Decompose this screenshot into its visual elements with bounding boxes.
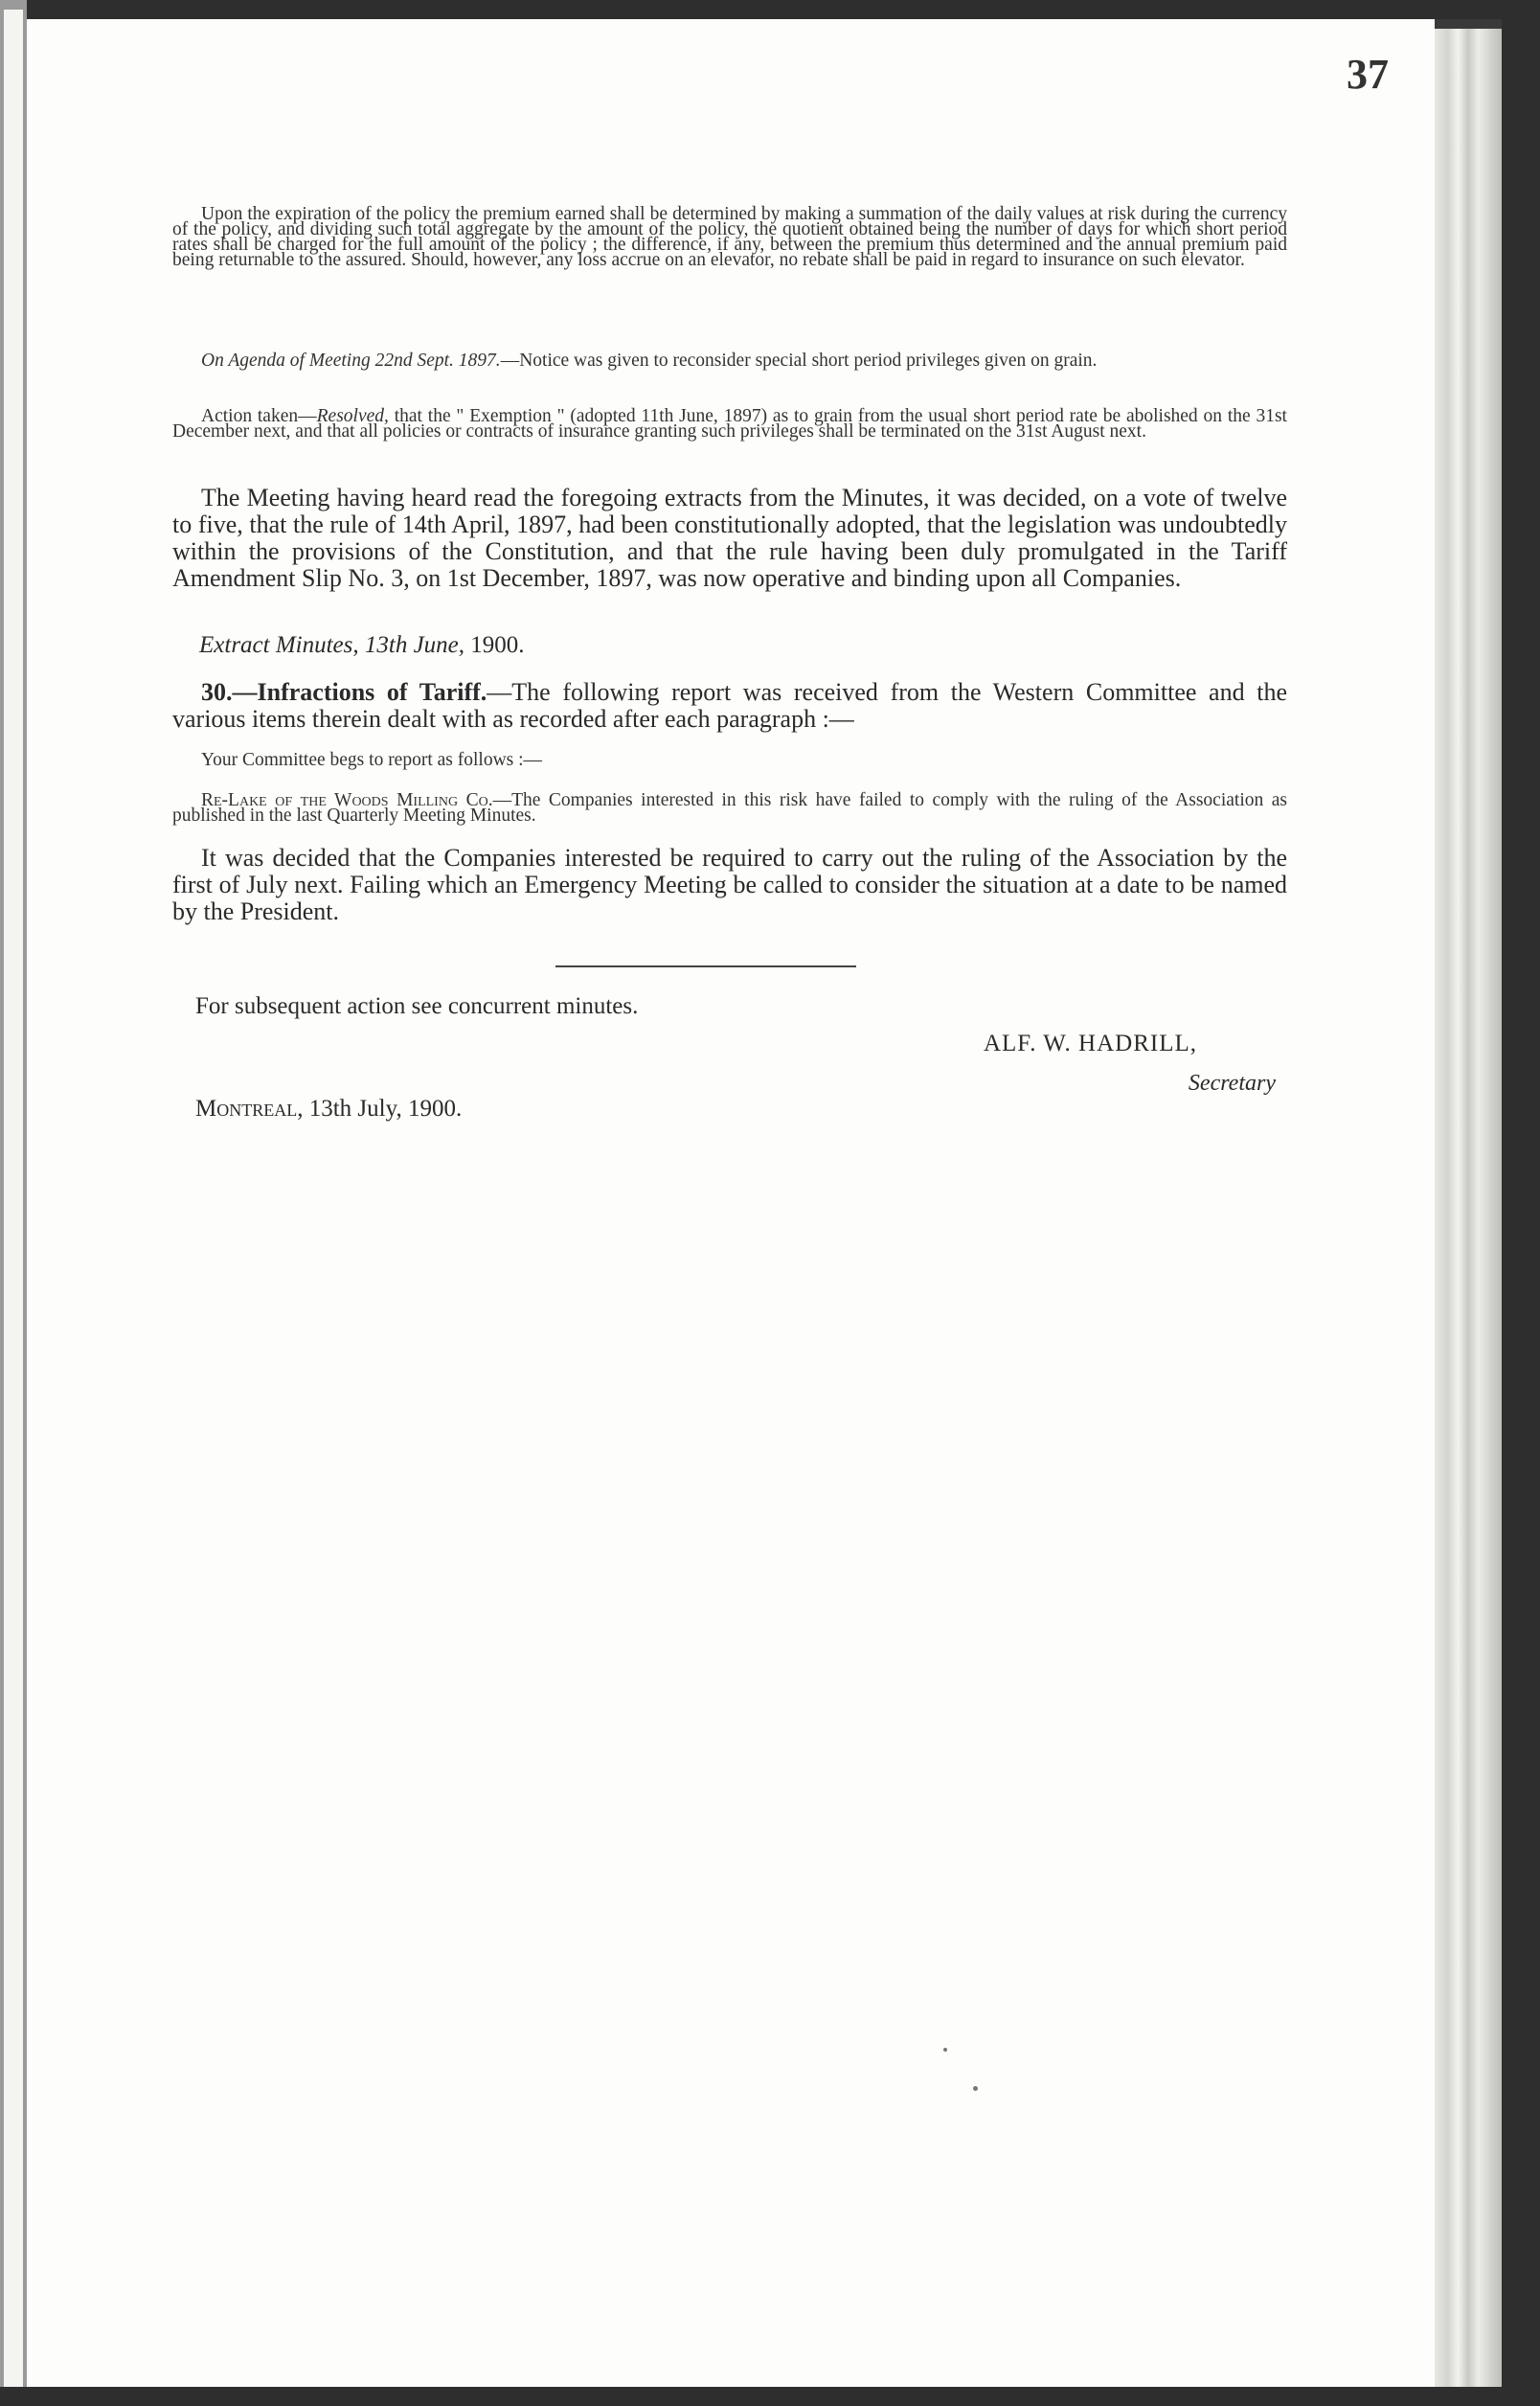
re-lake-paragraph	[172, 790, 1287, 826]
date: 13th July, 1900.	[303, 1096, 463, 1122]
section-heading: 30.—Infractions of Tariff.	[201, 678, 487, 706]
document-page	[27, 19, 1435, 2387]
subsequent-action-note: For subsequent action see concurrent minutes.	[195, 993, 639, 1019]
re-lake-heading: Re-Lake of the Woods Milling Co.	[201, 790, 493, 810]
section-divider	[555, 965, 856, 967]
committee-line: Your Committee begs to report as follows :—	[201, 750, 543, 770]
action-text: that the " Exemption " (adopted 11th June, 1897) as to grain from the usual short period rate be abolished on the 31st December next, and that all policies or contracts of insurance granting such privileges shall be terminated on the 31st August next.	[172, 406, 1287, 442]
scan-speck	[943, 2048, 947, 2052]
page-edge-stack	[1435, 29, 1502, 2387]
extract-minutes-heading	[199, 632, 525, 659]
action-resolved: Resolved,	[316, 406, 389, 426]
decision-paragraph: It was decided that the Companies interested be required to carry out the ruling of the Association by the first of July next. Failing which an Emergency Meeting be called to consider the situation at a date to be named by the President.	[172, 844, 1287, 925]
signature-title: Secretary	[1188, 1071, 1276, 1096]
scan-border-bottom	[0, 2387, 1540, 2406]
section-heading-text: —The following report was received from the Western Committee and the various items therein dealt with as recorded after each paragraph :—	[172, 678, 1287, 733]
scan-border-right	[1502, 19, 1540, 2387]
place-date	[195, 1096, 462, 1123]
extract-label: Extract Minutes, 13th June,	[199, 632, 465, 658]
re-lake-text: —The Companies interested in this risk have failed to comply with the ruling of the Association as published in the last Quarterly Meeting Minutes.	[172, 790, 1287, 826]
scan-speck	[973, 2086, 978, 2091]
agenda-label: On Agenda of Meeting 22nd Sept. 1897.	[201, 351, 501, 371]
agenda-paragraph	[172, 353, 1287, 369]
scan-border-left	[0, 0, 27, 2406]
policy-paragraph: Upon the expiration of the policy the premium earned shall be determined by making a summation of the daily values at risk during the currency of the policy, and dividing such total aggregate by the amount of the policy, the quotient obtained being the number of days for which short period rates shall be charged for the full amount of the policy ; the difference, if any, between the premium thus determined and the annual premium paid being returnable to the assured. Should, however, any loss accrue on an elevator, no rebate shall be paid in regard to insurance on such elevator.	[172, 204, 1287, 270]
signature-name: ALF. W. HADRILL,	[983, 1031, 1197, 1056]
agenda-text: —Notice was given to reconsider special short period privileges given on grain.	[500, 351, 1098, 371]
scan-border-top	[0, 0, 1540, 19]
action-paragraph	[172, 406, 1287, 442]
page-number: 37	[1347, 51, 1389, 98]
extract-year: 1900.	[464, 632, 525, 658]
place: Montreal,	[195, 1096, 304, 1122]
action-lead: Action taken—	[201, 406, 317, 426]
meeting-paragraph: The Meeting having heard read the foregoing extracts from the Minutes, it was decided, on a vote of twelve to five, that the rule of 14th April, 1897, had been constitutionally adopted, that the legislation was undoubtedly within the provisions of the Constitution, and that the rule having been duly promulgated in the Tariff Amendment Slip No. 3, on 1st December, 1897, was now operative and binding upon all Companies.	[172, 484, 1287, 592]
infractions-paragraph	[172, 679, 1287, 733]
